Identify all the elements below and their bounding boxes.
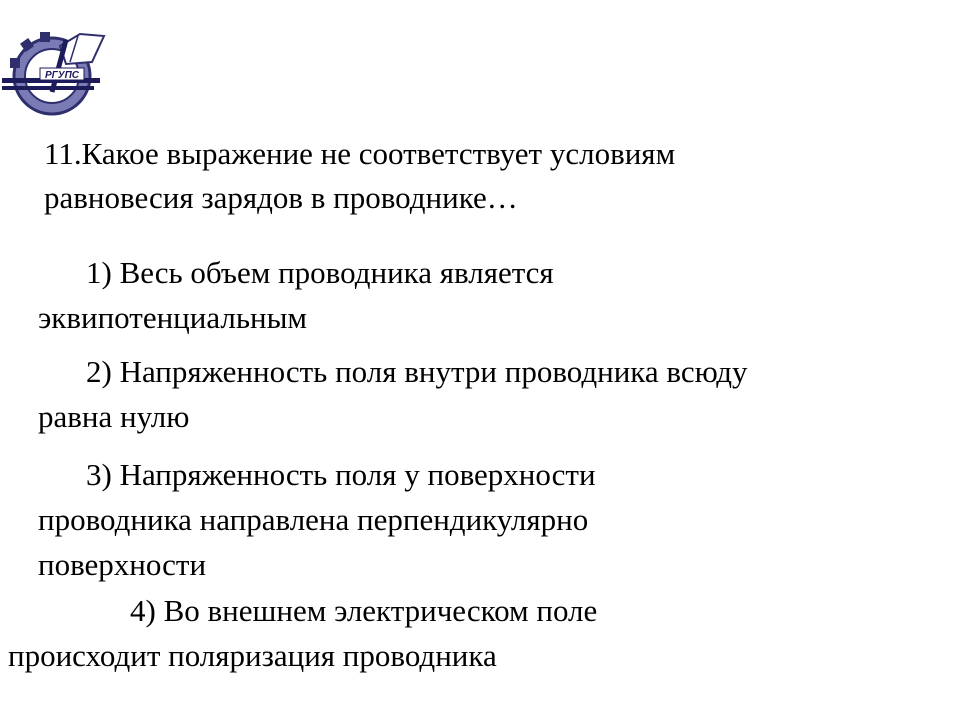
answer-2-line-2: равна нулю bbox=[38, 399, 190, 434]
question-text bbox=[44, 132, 884, 220]
question-line-1: 11.Какое выражение не соответствует условиям bbox=[44, 136, 676, 171]
answer-3-line-3: поверхности bbox=[38, 547, 207, 582]
university-logo-icon bbox=[0, 18, 112, 118]
answer-option-2 bbox=[38, 349, 747, 439]
logo-text: РГУПС bbox=[45, 70, 79, 81]
answer-3-line-1: 3) Напряженность поля у поверхности bbox=[86, 457, 596, 492]
question-line-2: равновесия зарядов в проводнике… bbox=[44, 180, 518, 215]
answer-option-4 bbox=[8, 588, 597, 678]
answer-4-line-2: происходит поляризация проводника bbox=[8, 638, 497, 673]
answer-1-line-1: 1) Весь объем проводника является bbox=[86, 255, 554, 290]
answer-4-line-1: 4) Во внешнем электрическом поле bbox=[130, 593, 598, 628]
answer-option-1 bbox=[38, 250, 554, 340]
answer-option-3 bbox=[38, 452, 596, 587]
answer-3-line-2: проводника направлена перпендикулярно bbox=[38, 502, 589, 537]
answer-1-line-2: эквипотенциальным bbox=[38, 300, 308, 335]
university-logo bbox=[0, 18, 112, 118]
answer-2-line-1: 2) Напряженность поля внутри проводника всюду bbox=[86, 354, 748, 389]
